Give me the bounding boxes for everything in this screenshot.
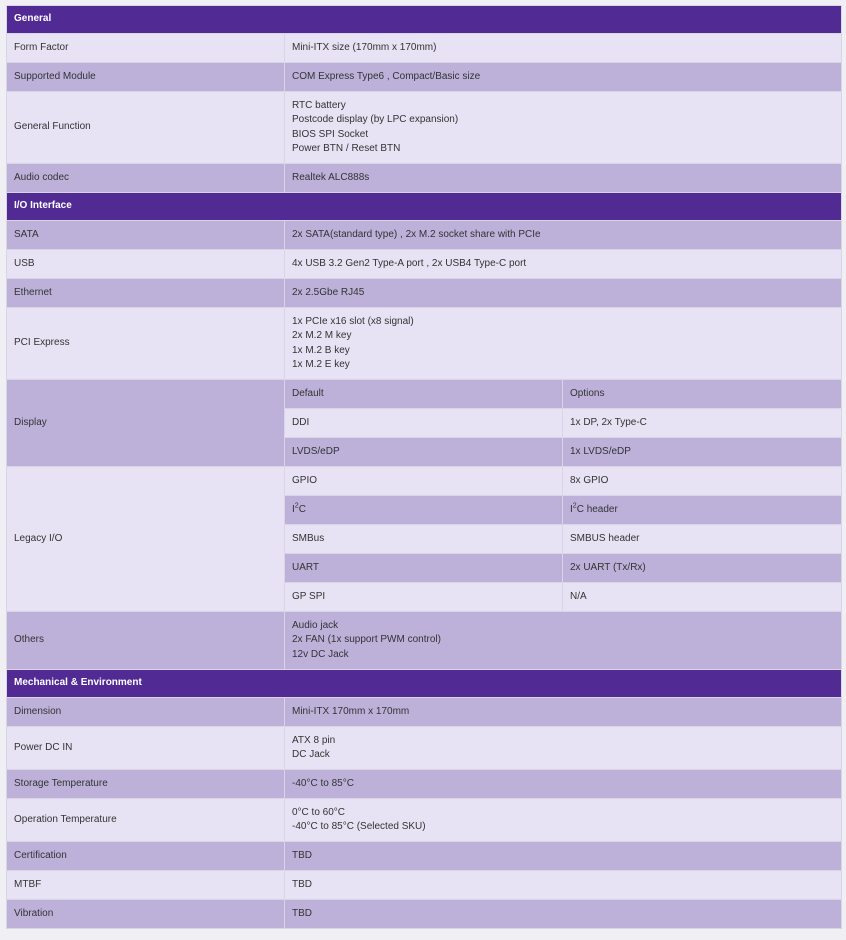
table-row-pci-express	[7, 308, 842, 380]
section-io-row	[7, 193, 842, 221]
text-part: C header	[576, 503, 618, 515]
spec-table	[6, 5, 842, 929]
table-row-power-dc-in	[7, 727, 842, 770]
subheader-default: Default	[285, 380, 563, 409]
spec-value: 4x USB 3.2 Gen2 Type-A port , 2x USB4 Type-C port	[285, 250, 842, 279]
table-row-supported-module	[7, 63, 842, 92]
spec-label: SATA	[7, 221, 285, 250]
spec-value: Mini-ITX 170mm x 170mm	[285, 698, 842, 727]
spec-value-line: Power BTN / Reset BTN	[292, 143, 401, 154]
spec-value-line: 1x M.2 E key	[292, 359, 350, 370]
spec-value-line: Postcode display (by LPC expansion)	[292, 114, 459, 125]
spec-label: Vibration	[7, 900, 285, 929]
table-row-legacy-gpio	[7, 467, 842, 496]
table-row-vibration	[7, 900, 842, 929]
spec-label: Certification	[7, 842, 285, 871]
sub-name: GPIO	[285, 467, 563, 496]
sub-name: DDI	[285, 409, 563, 438]
spec-value: 2x SATA(standard type) , 2x M.2 socket share with PCIe	[285, 221, 842, 250]
table-row-others	[7, 612, 842, 670]
table-row-audio-codec	[7, 164, 842, 193]
spec-value-line: -40°C to 85°C (Selected SKU)	[292, 821, 426, 832]
section-general-row	[7, 6, 842, 34]
spec-value: TBD	[285, 842, 842, 871]
superscript: 2	[294, 502, 299, 510]
table-row-mtbf	[7, 871, 842, 900]
section-header-mech: Mechanical & Environment	[7, 670, 842, 698]
spec-value: Mini-ITX size (170mm x 170mm)	[285, 34, 842, 63]
sub-name	[285, 496, 563, 525]
spec-value: -40°C to 85°C	[285, 770, 842, 799]
text-part: C	[298, 503, 306, 515]
spec-label: Ethernet	[7, 279, 285, 308]
table-row-ethernet	[7, 279, 842, 308]
spec-label: Form Factor	[7, 34, 285, 63]
spec-label: MTBF	[7, 871, 285, 900]
spec-label: Dimension	[7, 698, 285, 727]
section-mech-row	[7, 670, 842, 698]
spec-label: Others	[7, 612, 285, 670]
spec-value-line: RTC battery	[292, 99, 346, 111]
spec-value-line: 1x M.2 B key	[292, 344, 350, 356]
table-row-sata	[7, 221, 842, 250]
spec-label: Power DC IN	[7, 727, 285, 770]
sub-name: SMBus	[285, 525, 563, 554]
table-row-display-head	[7, 380, 842, 409]
section-header-io: I/O Interface	[7, 193, 842, 221]
spec-label: Storage Temperature	[7, 770, 285, 799]
table-row-general-function	[7, 92, 842, 164]
table-row-dimension	[7, 698, 842, 727]
table-row-form-factor	[7, 34, 842, 63]
spec-value-line: 0°C to 60°C	[292, 806, 346, 818]
table-row-certification	[7, 842, 842, 871]
spec-value-line: DC Jack	[292, 749, 330, 760]
spec-label: PCI Express	[7, 308, 285, 380]
spec-value: TBD	[285, 900, 842, 929]
sub-option: 8x GPIO	[563, 467, 842, 496]
spec-value	[285, 612, 842, 670]
spec-value-line: ATX 8 pin	[292, 734, 336, 746]
spec-label: USB	[7, 250, 285, 279]
spec-value-line: 2x M.2 M key	[292, 330, 352, 341]
spec-value-line: 2x FAN (1x support PWM control)	[292, 634, 441, 646]
spec-value	[285, 308, 842, 380]
sub-option	[563, 496, 842, 525]
spec-value: COM Express Type6 , Compact/Basic size	[285, 63, 842, 92]
spec-value	[285, 799, 842, 842]
table-row-storage-temp	[7, 770, 842, 799]
spec-value-line: 12v DC Jack	[292, 648, 349, 660]
spec-label: Audio codec	[7, 164, 285, 193]
sub-option: 2x UART (Tx/Rx)	[563, 554, 842, 583]
superscript: 2	[572, 502, 577, 510]
spec-value: 2x 2.5Gbe RJ45	[285, 279, 842, 308]
table-row-usb	[7, 250, 842, 279]
sub-option: 1x LVDS/eDP	[563, 438, 842, 467]
spec-value-line: BIOS SPI Socket	[292, 128, 369, 140]
spec-label: Operation Temperature	[7, 799, 285, 842]
section-header-general: General	[7, 6, 842, 34]
spec-value: TBD	[285, 871, 842, 900]
spec-value	[285, 727, 842, 770]
sub-name: LVDS/eDP	[285, 438, 563, 467]
spec-value	[285, 92, 842, 164]
spec-label: General Function	[7, 92, 285, 164]
text-part: I	[570, 503, 573, 515]
spec-label-display: Display	[7, 380, 285, 467]
sub-option: N/A	[563, 583, 842, 612]
spec-value-line: 1x PCIe x16 slot (x8 signal)	[292, 315, 414, 327]
sub-option: SMBUS header	[563, 525, 842, 554]
text-part: I	[292, 503, 295, 515]
sub-name: UART	[285, 554, 563, 583]
spec-value: Realtek ALC888s	[285, 164, 842, 193]
table-row-operation-temp	[7, 799, 842, 842]
spec-label-legacy: Legacy I/O	[7, 467, 285, 612]
sub-name: GP SPI	[285, 583, 563, 612]
spec-label: Supported Module	[7, 63, 285, 92]
subheader-options: Options	[563, 380, 842, 409]
sub-option: 1x DP, 2x Type-C	[563, 409, 842, 438]
spec-value-line: Audio jack	[292, 619, 339, 631]
